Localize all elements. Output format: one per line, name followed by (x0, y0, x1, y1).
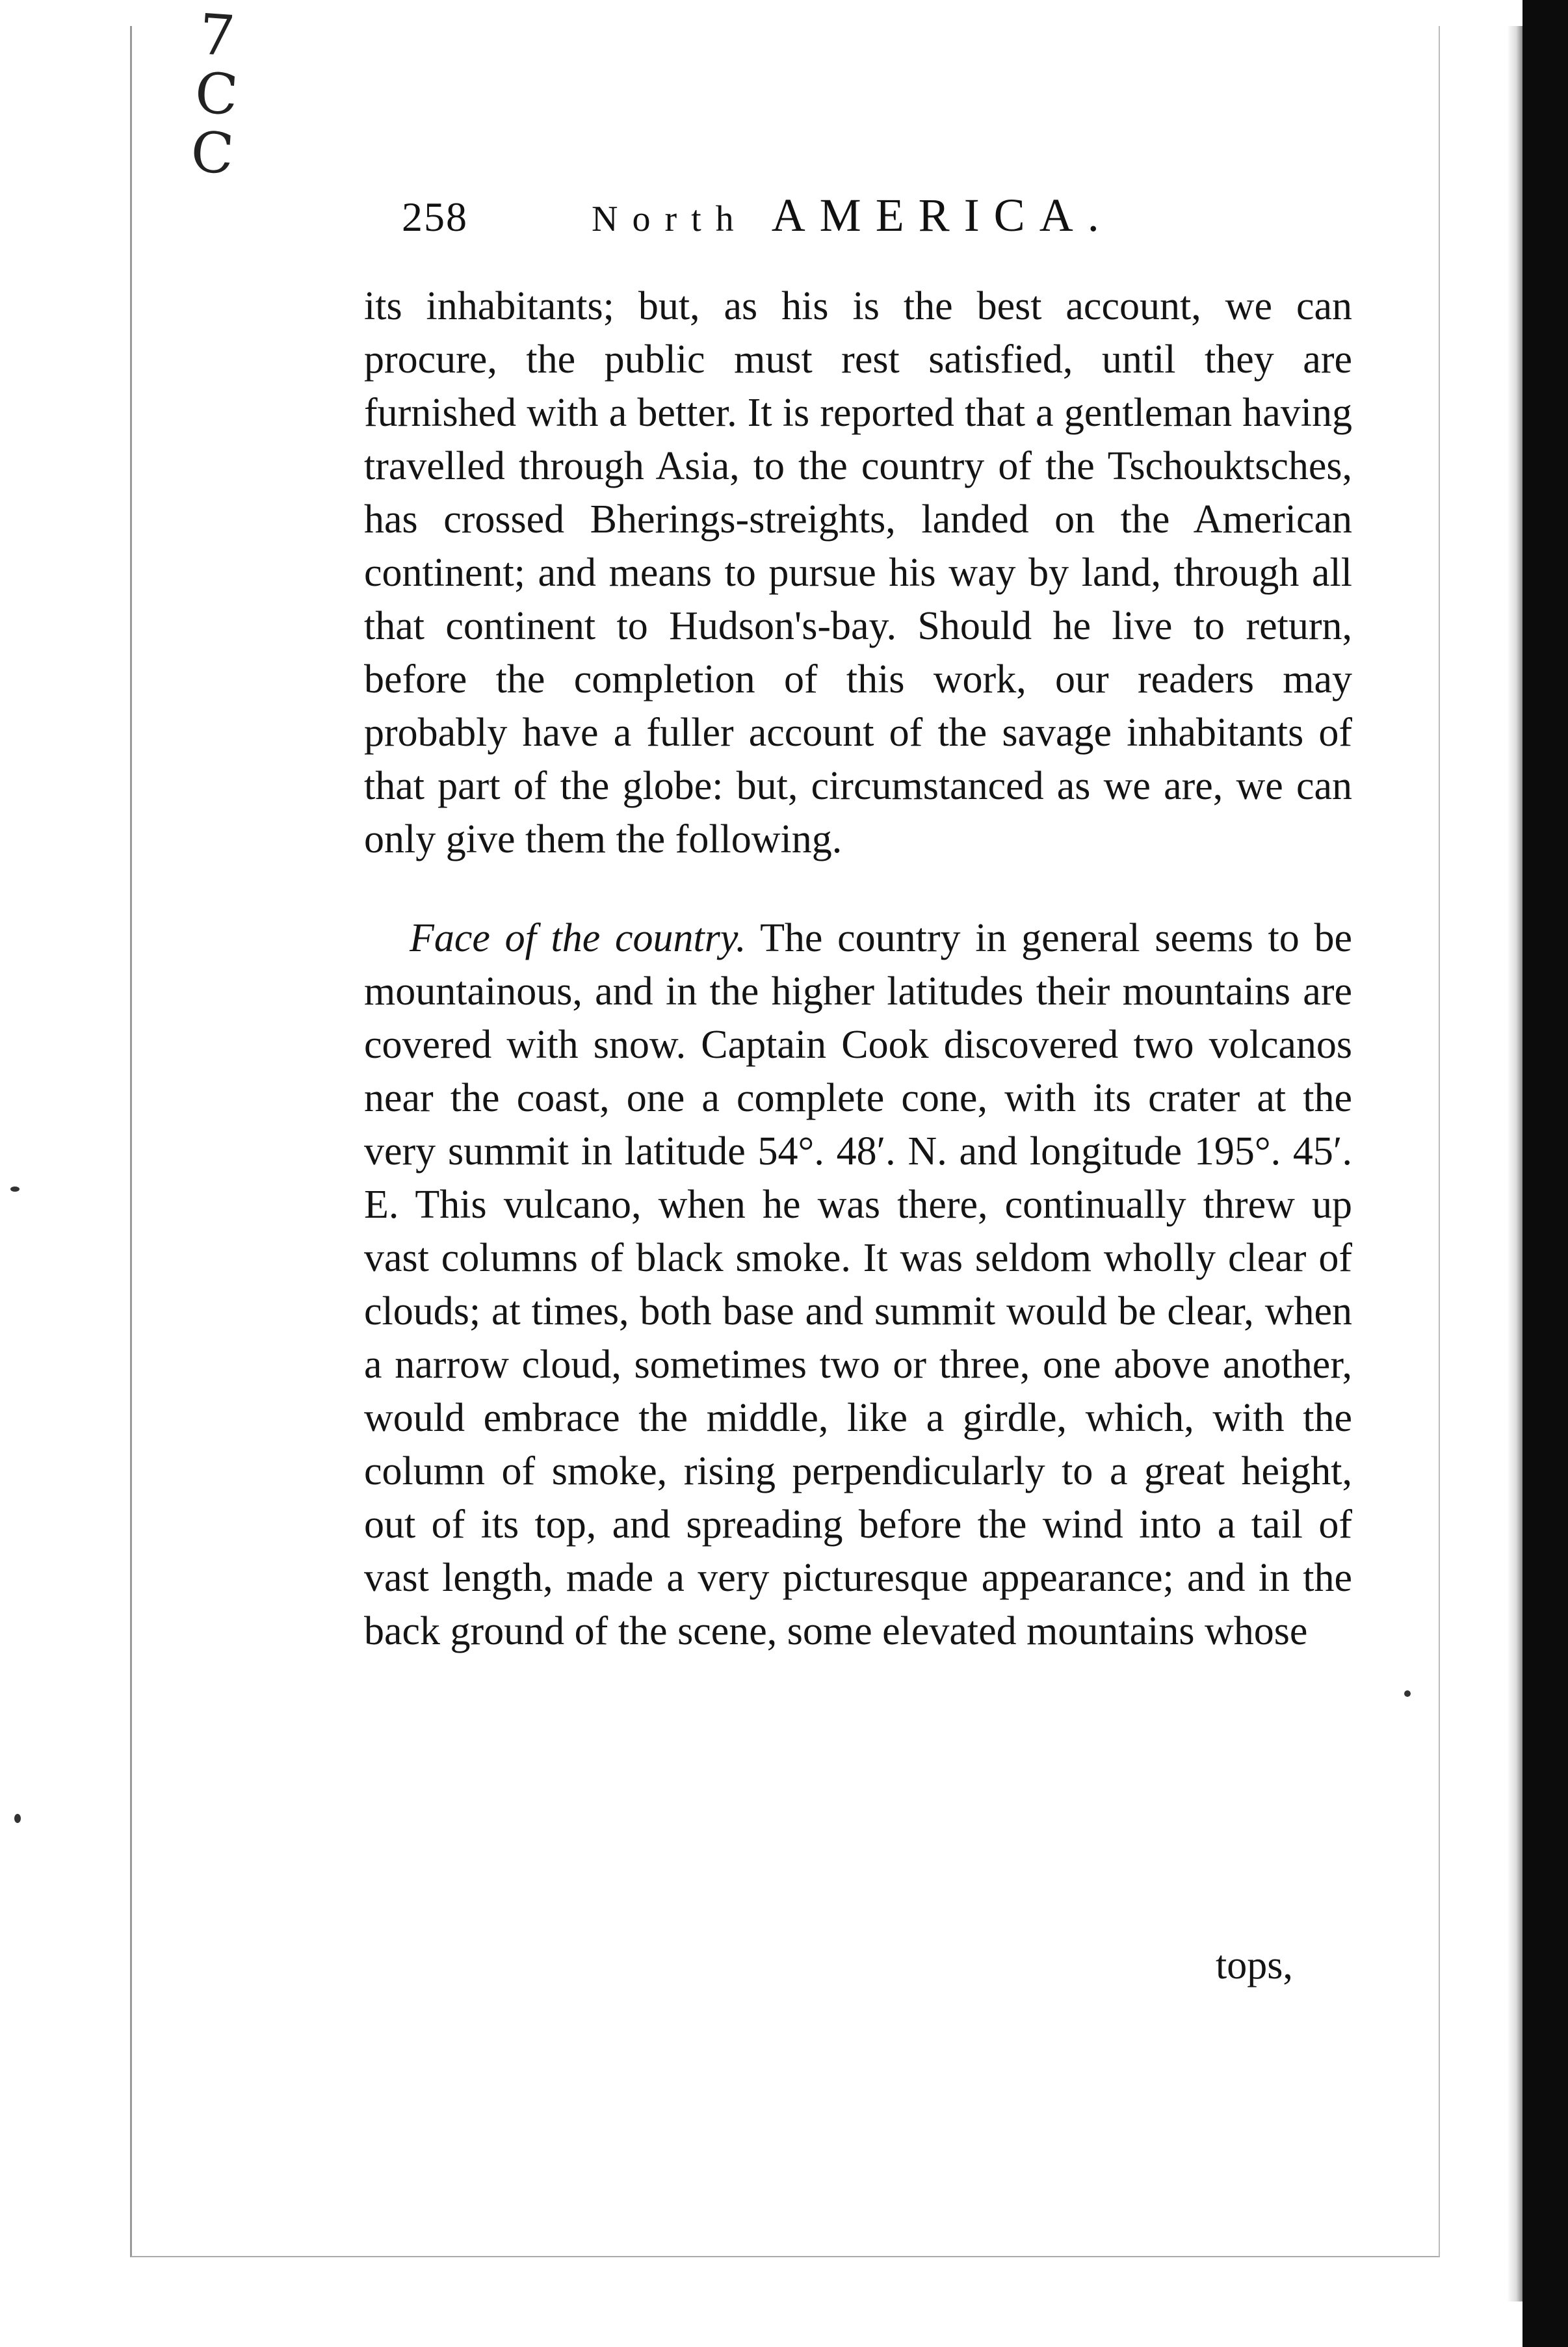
body-text (364, 280, 1352, 1658)
page-title (592, 189, 1114, 243)
scan-speck (1404, 1690, 1411, 1697)
margin-mark-line: 7 (196, 2, 237, 70)
margin-mark-line: C (189, 119, 236, 187)
title-small-caps: North (592, 199, 748, 239)
margin-mark-line: C (192, 60, 241, 129)
page-number: 258 (402, 194, 468, 240)
page-edge-shadow (1507, 26, 1522, 2301)
catchword: tops, (1216, 1943, 1293, 1987)
scanner-edge (1522, 0, 1568, 2347)
scan-speck (14, 1814, 21, 1823)
side-heading: Face of the country. (410, 916, 746, 960)
title-large: AMERICA. (771, 189, 1114, 241)
running-head (402, 189, 1390, 267)
paragraph-body: The country in general seems to be mountainous, and in the higher latitudes their mountains are covered with snow. Captain Cook discovered two volcanos near the coast, one a complete cone, with its crater at the very summit in latitude 54°. 48′. N. and longitude 195°. 45′. E. This vulcano, when he was there, continually threw up vast columns of black smoke. It was seldom wholly clear of clouds; at times, both base and summit would be clear, when a narrow cloud, sometimes two or three, one above another, would embrace the middle, like a girdle, which, with the column of smoke, rising perpendicularly to a great height, out of its top, and spreading before the wind into a tail of vast length, made a very picturesque appearance; and in the back ground of the scene, some elevated mountains whose (364, 916, 1352, 1653)
scan-speck (10, 1187, 20, 1192)
handwritten-margin-mark (189, 2, 280, 187)
paragraph (364, 911, 1352, 1658)
paragraph: its inhabitants; but, as his is the best account, we can procure, the public must rest satisfied, until they are furnished with a better. It is reported that a gentleman having travelled through Asia, to the country of the Tschouktsches, has crossed Bherings-streights, landed on the American continent; and means to pursue his way by land, through all that continent to Hudson's-bay. Should he live to return, before the completion of this work, our readers may probably have a fuller account of the savage inhabitants of that part of the globe: but, circumstanced as we are, we can only give them the following. (364, 284, 1352, 861)
